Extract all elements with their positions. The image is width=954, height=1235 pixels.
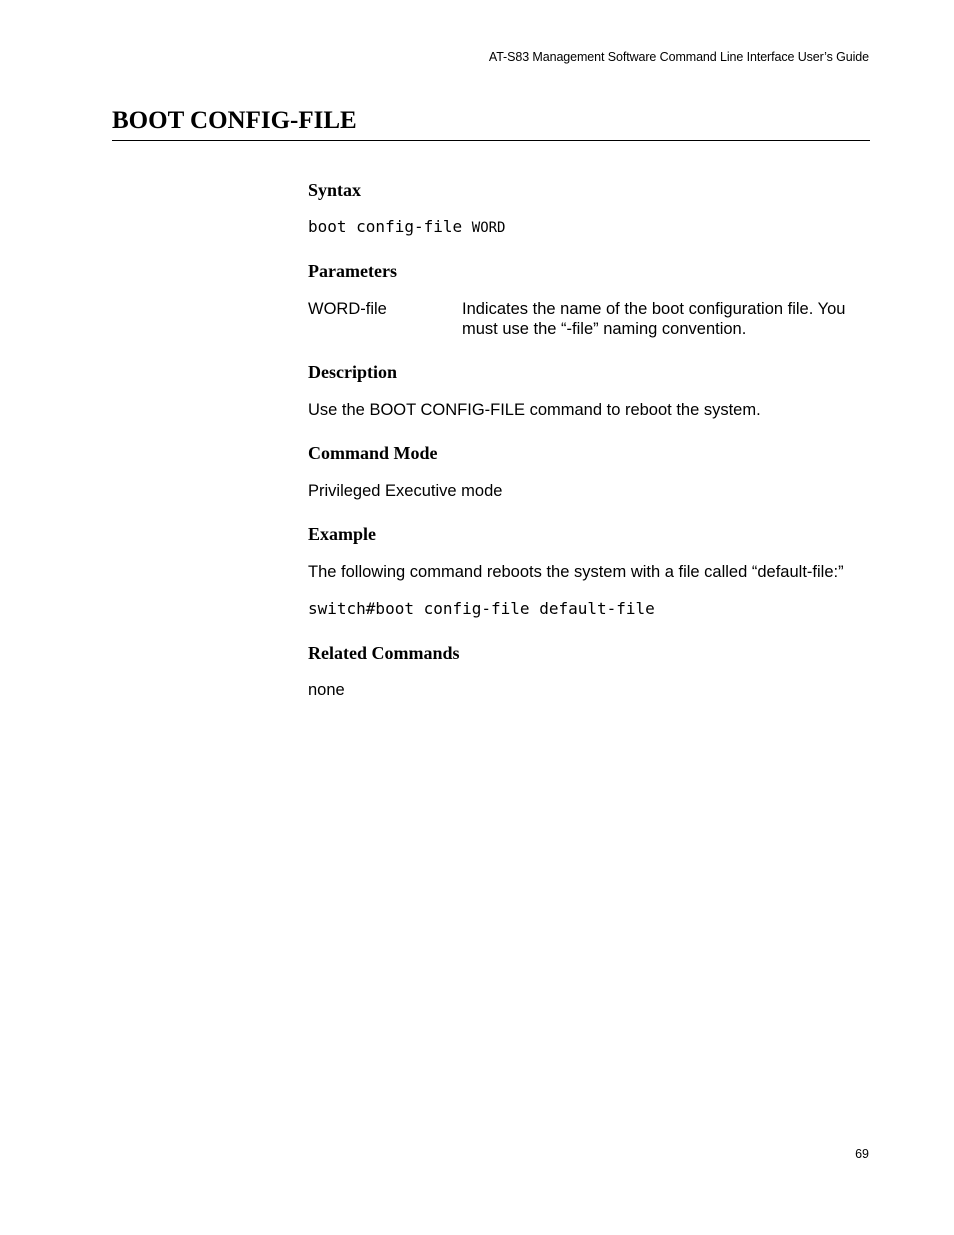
example-text: The following command reboots the system with a file called “default-file:” bbox=[308, 563, 844, 581]
title-divider bbox=[112, 140, 870, 141]
description-heading: Description bbox=[308, 362, 397, 382]
running-header: AT-S83 Management Software Command Line Interface User’s Guide bbox=[488, 50, 869, 64]
page-title: BOOT CONFIG-FILE bbox=[112, 107, 357, 134]
page-number: 69 bbox=[855, 1147, 869, 1161]
parameter-name: WORD-file bbox=[308, 300, 387, 318]
syntax-command-argument: WORD bbox=[471, 220, 506, 236]
description-text: Use the BOOT CONFIG-FILE command to reboot the system. bbox=[308, 401, 761, 419]
syntax-command-name: boot config-file bbox=[308, 217, 463, 236]
example-code: switch#boot config-file default-file bbox=[308, 599, 655, 618]
syntax-command bbox=[308, 217, 505, 238]
syntax-heading: Syntax bbox=[308, 180, 362, 200]
command-mode-text: Privileged Executive mode bbox=[308, 482, 503, 500]
parameters-heading: Parameters bbox=[308, 261, 397, 281]
related-commands-text: none bbox=[308, 681, 345, 699]
command-mode-heading: Command Mode bbox=[308, 443, 438, 463]
example-heading: Example bbox=[308, 524, 377, 544]
related-commands-heading: Related Commands bbox=[308, 643, 460, 663]
parameter-description: Indicates the name of the boot configuration file. You must use the “-file” naming convention. bbox=[462, 300, 846, 338]
